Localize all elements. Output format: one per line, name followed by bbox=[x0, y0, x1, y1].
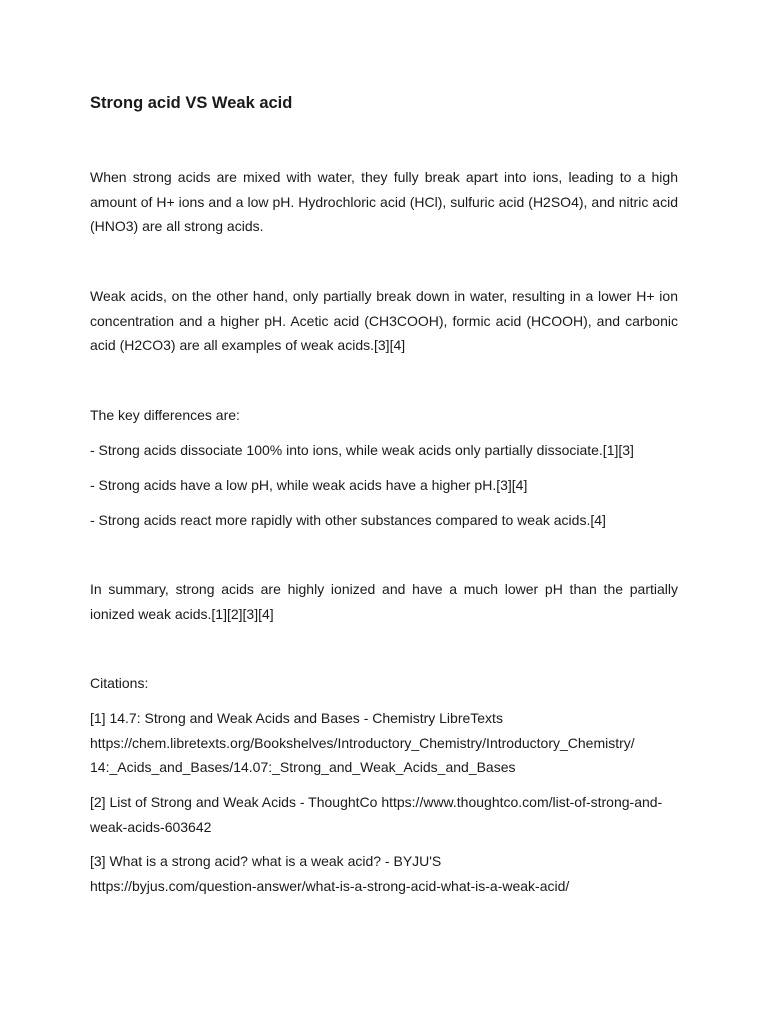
difference-item-reactivity: - Strong acids react more rapidly with other substances compared to weak acids.[4] bbox=[90, 512, 606, 528]
citations-heading: Citations: bbox=[90, 675, 149, 691]
citation-1-title: [1] 14.7: Strong and Weak Acids and Bases - Chemistry LibreTexts bbox=[90, 710, 503, 726]
paragraph-strong-acids: When strong acids are mixed with water, they fully break apart into ions, leading to a high amount of H+ ions and a low pH. Hydrochloric acid (HCl), sulfuric acid (H2SO4), and nitric acid (HNO3) are all strong acids. bbox=[90, 169, 678, 234]
document-title: Strong acid VS Weak acid bbox=[90, 94, 293, 112]
paragraph-weak-acids: Weak acids, on the other hand, only partially break down in water, resulting in a lower H+ ion concentration and a higher pH. Acetic acid (CH3COOH), formic acid (HCOOH), and carbonic acid (H2CO3) are all examples of weak acids.[3][4] bbox=[90, 288, 678, 353]
difference-item-dissociation: - Strong acids dissociate 100% into ions, while weak acids only partially dissociate.[1][3] bbox=[90, 442, 634, 458]
citation-1-url-continued[interactable]: 14:_Acids_and_Bases/14.07:_Strong_and_Weak_Acids_and_Bases bbox=[90, 759, 516, 775]
citation-2-url-continued[interactable]: weak-acids-603642 bbox=[90, 819, 212, 835]
summary-paragraph: In summary, strong acids are highly ionized and have a much lower pH than the partially ionized weak acids.[1][2][3][4] bbox=[90, 581, 678, 622]
citation-3-url[interactable]: https://byjus.com/question-answer/what-is-a-strong-acid-what-is-a-weak-acid/ bbox=[90, 878, 570, 894]
citation-2-title-url[interactable]: [2] List of Strong and Weak Acids - ThoughtCo https://www.thoughtco.com/list-of-strong-and- bbox=[90, 794, 663, 810]
citation-3-title: [3] What is a strong acid? what is a weak acid? - BYJU'S bbox=[90, 853, 442, 869]
differences-heading: The key differences are: bbox=[90, 407, 240, 423]
difference-item-ph: - Strong acids have a low pH, while weak acids have a higher pH.[3][4] bbox=[90, 477, 528, 493]
citation-1-url[interactable]: https://chem.libretexts.org/Bookshelves/Introductory_Chemistry/Introductory_Chemistry/ bbox=[90, 735, 635, 751]
